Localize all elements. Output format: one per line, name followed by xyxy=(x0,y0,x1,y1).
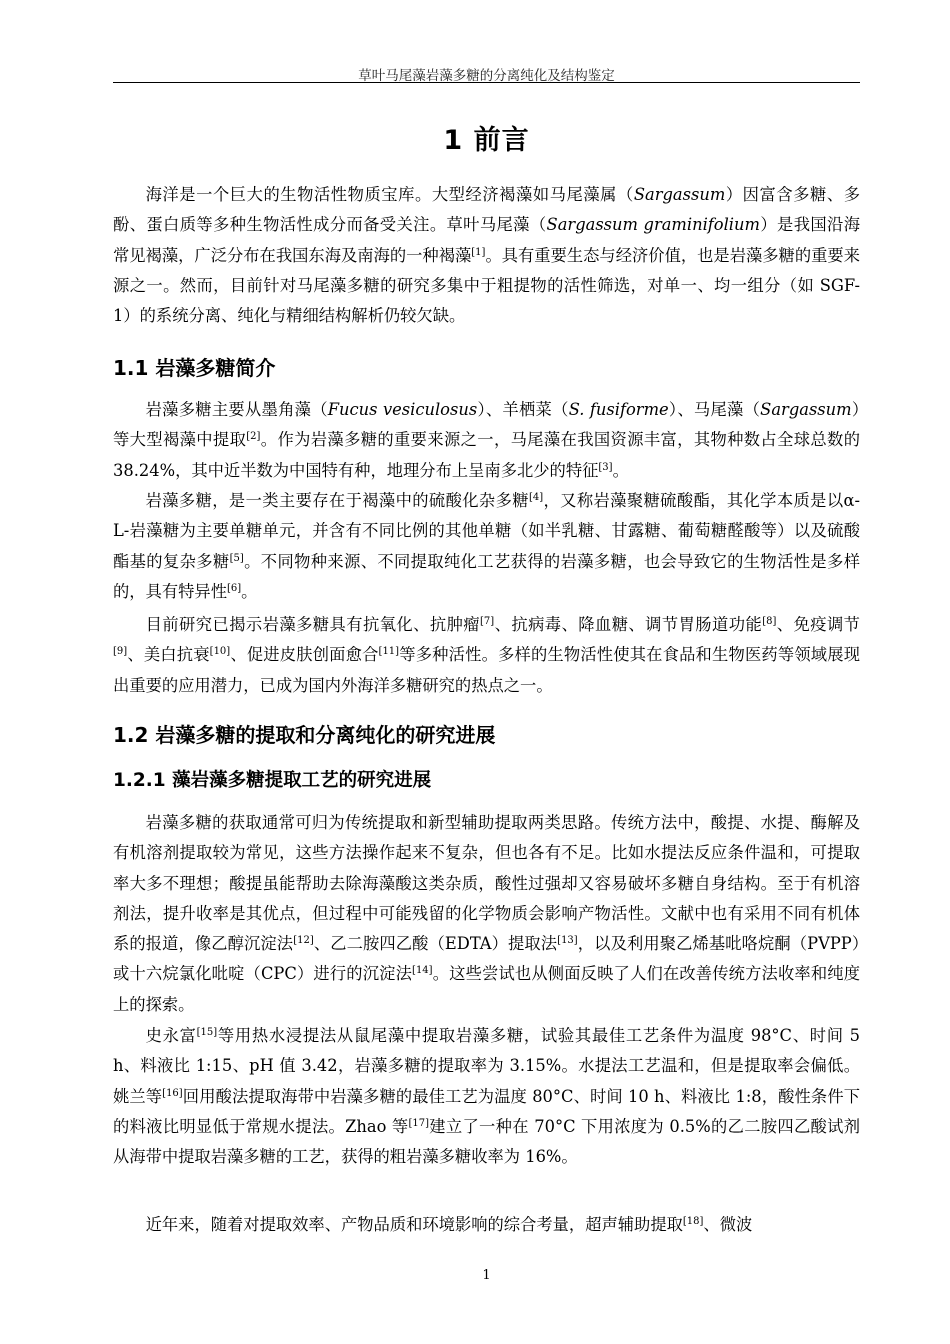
section-heading-1-2-1: 1.2.1 藻岩藻多糖提取工艺的研究进展 xyxy=(113,770,432,791)
citation: [11] xyxy=(378,646,400,658)
species-name: Sargassum xyxy=(760,400,852,419)
text-run: ，又称岩藻聚糖硫酸酯，其化学本质是以α-L-岩藻糖为主要单糖单元，并含有不同比例的其他单糖（如半乳糖、甘露糖、葡萄糖醛酸等）以及硫酸酯基的复杂多糖 xyxy=(113,491,860,571)
text-run: 史永富 xyxy=(145,1026,197,1045)
header-rule xyxy=(113,82,860,83)
citation: [9] xyxy=(113,646,128,658)
text-run: ）因富含多糖、多酚、蛋白质等多种生物活性成分而备受关注。草叶马尾藻（ xyxy=(113,185,860,235)
citation: [10] xyxy=(209,646,231,658)
citation: [4] xyxy=(528,492,544,503)
text-run: 。这些尝试也从侧面反映了人们在改善传统方法收率和纯度上的探索。 xyxy=(113,964,860,1014)
section-1-2-1-paragraph-1 xyxy=(113,808,860,1020)
section-1-2-1-paragraph-3 xyxy=(113,1210,860,1240)
citation: [2] xyxy=(246,431,261,443)
text-run: 、乙二胺四乙酸（EDTA）提取法 xyxy=(313,934,558,954)
chapter-title: 1 前言 xyxy=(443,125,530,156)
text-run: 近年来，随着对提取效率、产物品质和环境影响的综合考量，超声辅助提取 xyxy=(145,1215,683,1234)
text-run: 岩藻多糖主要从墨角藻（ xyxy=(145,400,328,419)
citation: [3] xyxy=(598,461,613,473)
text-run: 、美白抗衰 xyxy=(127,645,210,665)
section-1-2-1-paragraph-2 xyxy=(113,1021,860,1172)
citation: [1] xyxy=(471,246,486,258)
text-run: 、抗病毒、降血糖、调节胃肠道功能 xyxy=(494,615,763,634)
page-number: 1 xyxy=(482,1268,491,1283)
citation: [13] xyxy=(557,935,578,947)
text-run: ，以及利用聚乙烯基吡咯烷酮（PVPP）或十六烷氯化吡啶（CPC）进行的沉淀法 xyxy=(113,934,860,984)
text-run: 回用酸法提取海带中岩藻多糖的最佳工艺为温度 80°C、时间 10 h、料液比 1:8，酸性条件下的料液比明显低于常规水提法。Zhao 等 xyxy=(113,1086,860,1136)
running-header: 草叶马尾藻岩藻多糖的分离纯化及结构鉴定 xyxy=(358,68,615,84)
text-run: 、促进皮肤创面愈合 xyxy=(230,645,379,665)
text-run: 。 xyxy=(612,460,629,480)
text-run: 岩藻多糖的获取通常可归为传统提取和新型辅助提取两类思路。传统方法中，酸提、水提、酶解及有机溶剂提取较为常见，这些方法操作起来不复杂，但也各有不足。比如水提法反应条件温和，可提取率大多不理想；酸提虽能帮助去除海藻酸这类杂质，酸性过强却又容易破坏多糖自身结构。至于有机溶剂法，提升收率是其优点，但过程中可能残留的化学物质会影响产物活性。文献中也有采用不同有机体系的报道，像乙醇沉淀法 xyxy=(113,813,860,954)
species-name: Fucus vesiculosus xyxy=(327,400,478,419)
citation: [14] xyxy=(412,965,433,977)
citation: [8] xyxy=(762,616,777,627)
text-run: 。不同物种来源、不同提取纯化工艺获得的岩藻多糖，也会导致它的生物活性是多样的，具有特异性 xyxy=(113,551,860,601)
text-run: 建立了一种在 70°C 下用浓度为 0.5%的乙二胺四乙酸试剂从海带中提取岩藻多糖的工艺，获得的粗岩藻多糖收率为 16%。 xyxy=(113,1116,860,1167)
text-run: ）、马尾藻（ xyxy=(668,400,761,419)
intro-paragraph xyxy=(113,180,860,331)
text-run: 海洋是一个巨大的生物活性物质宝库。大型经济褐藻如马尾藻属（ xyxy=(145,185,634,204)
text-run: 等用热水浸提法从鼠尾藻中提取岩藻多糖，试验其最佳工艺条件为温度 98°C、时间 5 h、料液比 1:15、pH 值 3.42，岩藻多糖的提取率为 3.15%。水提法工艺温和，但是提取率会偏低。姚兰等 xyxy=(113,1026,860,1106)
species-name: Sargassum graminifolium xyxy=(546,215,760,235)
text-run: ）等大型褐藻中提取 xyxy=(113,400,861,450)
text-run: 。 xyxy=(241,581,258,601)
citation: [18] xyxy=(682,1216,704,1227)
text-run: 等多种活性。多样的生物活性使其在食品和生物医药等领域展现出重要的应用潜力，已成为国内外海洋多糖研究的热点之一。 xyxy=(113,645,860,695)
text-run: 目前研究已揭示岩藻多糖具有抗氧化、抗肿瘤 xyxy=(145,615,481,634)
citation: [17] xyxy=(408,1117,429,1129)
text-run: 、免疫调节 xyxy=(776,615,860,634)
citation: [15] xyxy=(196,1027,218,1038)
citation: [16] xyxy=(162,1087,183,1099)
section-heading-1-2: 1.2 岩藻多糖的提取和分离纯化的研究进展 xyxy=(113,723,496,747)
text-run: 。具有重要生态与经济价值，也是岩藻多糖的重要来源之一。然而，目前针对马尾藻多糖的研究多集中于粗提物的活性筛选，对单一、均一组分（如 SGF-1）的系统分离、纯化与精细结构解析仍较欠缺。 xyxy=(113,245,860,326)
citation: [5] xyxy=(229,552,244,564)
section-1-1-paragraph-2 xyxy=(113,486,860,607)
species-name: Sargassum xyxy=(633,185,726,204)
text-run: ）是我国沿海常见褐藻，广泛分布在我国东海及南海的一种褐藻 xyxy=(113,215,860,265)
section-1-1-paragraph-3 xyxy=(113,610,860,701)
text-run: 岩藻多糖，是一类主要存在于褐藻中的硫酸化杂多糖 xyxy=(145,491,529,510)
citation: [6] xyxy=(226,582,242,594)
section-heading-1-1: 1.1 岩藻多糖简介 xyxy=(113,356,276,380)
text-run: ）、羊栖菜（ xyxy=(477,400,569,419)
section-1-1-paragraph-1 xyxy=(113,395,860,486)
text-run: 。作为岩藻多糖的重要来源之一，马尾藻在我国资源丰富，其物种数占全球总数的 38.24%，其中近半数为中国特有种，地理分布上呈南多北少的特征 xyxy=(113,430,860,480)
citation: [7] xyxy=(480,616,495,627)
species-name: S. fusiforme xyxy=(568,400,669,419)
text-run: 、微波 xyxy=(703,1215,753,1234)
citation: [12] xyxy=(293,935,314,947)
